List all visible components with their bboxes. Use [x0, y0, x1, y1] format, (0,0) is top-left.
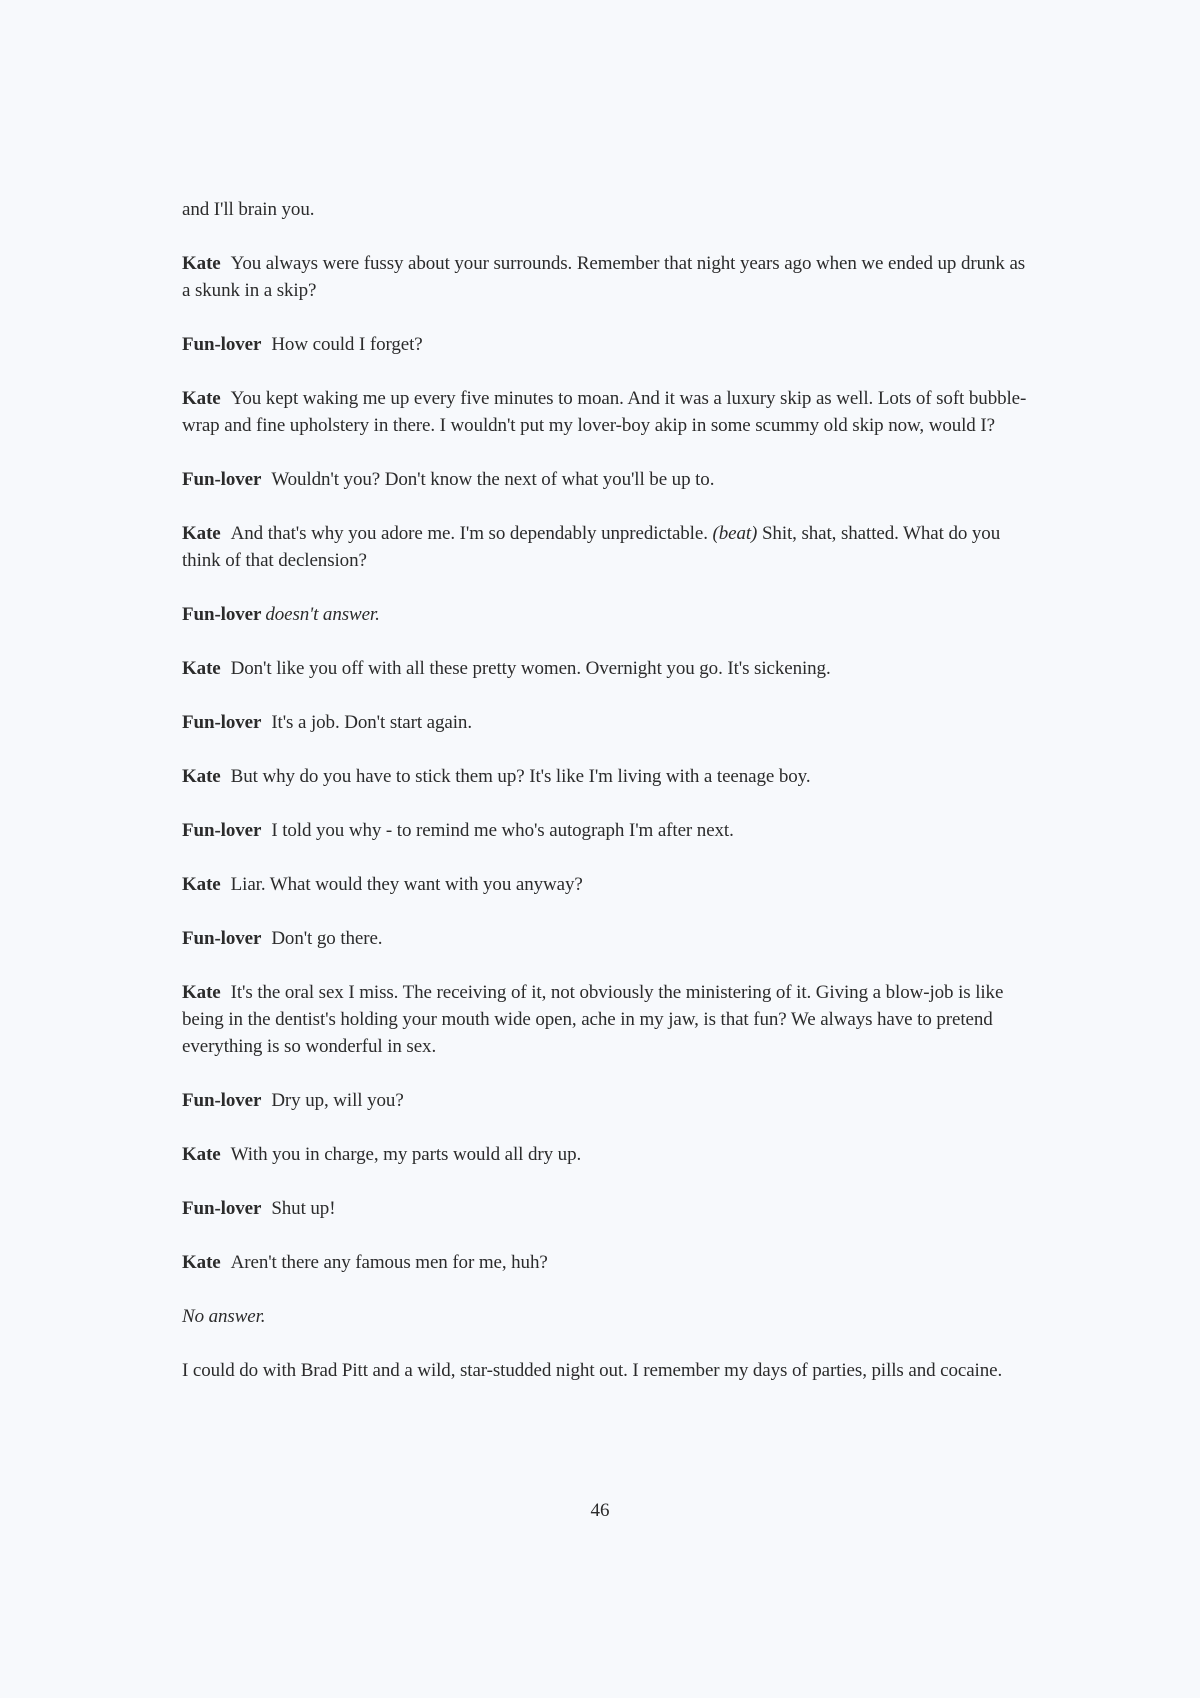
line-text: It's a job. Don't start again.	[271, 712, 472, 733]
speaker-name: Kate	[182, 253, 221, 274]
dialogue-line	[182, 979, 1038, 1060]
line-text: And that's why you adore me. I'm so dependably unpredictable.	[230, 523, 708, 544]
line-text: and I'll brain you.	[182, 199, 315, 220]
speaker-name: Fun-lover	[182, 928, 262, 949]
speaker-name: Kate	[182, 388, 221, 409]
dialogue-line	[182, 601, 1038, 628]
speaker-name: Fun-lover	[182, 1090, 262, 1111]
dialogue-line	[182, 331, 1038, 358]
script-body	[182, 196, 1038, 1411]
speaker-name: Kate	[182, 658, 221, 679]
line-text: Aren't there any famous men for me, huh?	[230, 1252, 548, 1273]
dialogue-line	[182, 250, 1038, 304]
line-text: It's the oral sex I miss. The receiving of it, not obviously the ministering of it. Giving a blow-job is like being in the dentist's holding your mouth wide open, ache in my jaw, is that fun? We always have to pretend everything is so wonderful in sex.	[182, 982, 1004, 1057]
dialogue-line	[182, 1249, 1038, 1276]
line-text: Don't like you off with all these pretty women. Overnight you go. It's sickening.	[230, 658, 831, 679]
line-text: How could I forget?	[271, 334, 423, 355]
stage-direction: doesn't answer.	[265, 604, 380, 625]
line-text: You kept waking me up every five minutes to moan. And it was a luxury skip as well. Lots of soft bubble-wrap and fine upholstery in there. I wouldn't put my lover-boy akip in some scummy old skip now, would I?	[182, 388, 1027, 436]
stage-direction-line	[182, 1303, 1038, 1330]
dialogue-line	[182, 817, 1038, 844]
dialogue-line	[182, 925, 1038, 952]
dialogue-line	[182, 385, 1038, 439]
line-text: Liar. What would they want with you anyway?	[230, 874, 583, 895]
speaker-name: Fun-lover	[182, 604, 262, 625]
dialogue-line	[182, 1141, 1038, 1168]
speaker-name: Fun-lover	[182, 334, 262, 355]
line-text: Don't go there.	[271, 928, 383, 949]
dialogue-line	[182, 196, 1038, 223]
line-text: You always were fussy about your surrounds. Remember that night years ago when we ended up drunk as a skunk in a skip?	[182, 253, 1026, 301]
line-text: Wouldn't you? Don't know the next of what you'll be up to.	[271, 469, 715, 490]
line-text-continued: Shit, shat, shatted. What do you think of that declension?	[182, 523, 1001, 571]
dialogue-line	[182, 655, 1038, 682]
dialogue-line	[182, 763, 1038, 790]
speaker-name: Fun-lover	[182, 820, 262, 841]
speaker-name: Kate	[182, 766, 221, 787]
speaker-name: Kate	[182, 874, 221, 895]
speaker-name: Kate	[182, 1252, 221, 1273]
speaker-name: Fun-lover	[182, 1198, 262, 1219]
dialogue-line	[182, 466, 1038, 493]
line-text: I told you why - to remind me who's autograph I'm after next.	[271, 820, 734, 841]
line-text: I could do with Brad Pitt and a wild, star-studded night out. I remember my days of parties, pills and cocaine.	[182, 1360, 1003, 1381]
dialogue-line	[182, 709, 1038, 736]
line-text: But why do you have to stick them up? It's like I'm living with a teenage boy.	[230, 766, 811, 787]
dialogue-line	[182, 1195, 1038, 1222]
speaker-name: Kate	[182, 523, 221, 544]
speaker-name: Kate	[182, 1144, 221, 1165]
dialogue-line	[182, 1087, 1038, 1114]
speaker-name: Fun-lover	[182, 712, 262, 733]
dialogue-line	[182, 1357, 1038, 1384]
line-text: With you in charge, my parts would all dry up.	[230, 1144, 582, 1165]
stage-direction: (beat)	[712, 523, 758, 544]
stage-direction: No answer.	[182, 1306, 266, 1327]
speaker-name: Fun-lover	[182, 469, 262, 490]
line-text: Shut up!	[271, 1198, 336, 1219]
page-number: 46	[590, 1500, 610, 1521]
speaker-name: Kate	[182, 982, 221, 1003]
dialogue-line	[182, 871, 1038, 898]
dialogue-line	[182, 520, 1038, 574]
line-text: Dry up, will you?	[271, 1090, 404, 1111]
